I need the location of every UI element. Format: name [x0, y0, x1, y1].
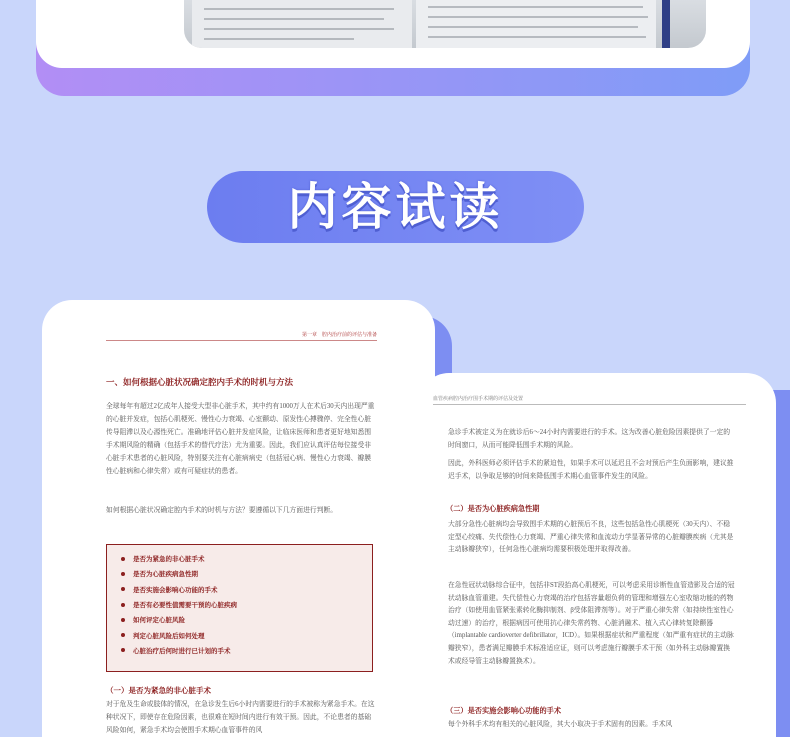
paragraph: 每个外科手术均有相关的心脏风险，其大小取决于手术固有的因素。手术风: [448, 721, 673, 728]
book-photo-text-line: [428, 6, 643, 8]
running-head: 第一章 腔内治疗前的评估与准备: [301, 333, 377, 338]
right-page: [419, 373, 776, 737]
paragraph: 大部分急性心脏病均会导致围手术期的心脏预后不良，这些包括急性心肌梗死（30天内）、不稳定型心绞痛、失代偿性心力衰竭、严重心律失常和血流动力学显著异常的心脏瓣膜疾病（尤其是主动脉瓣狭窄），任何急性心脏病均需要积极处理并取得改善。: [448, 521, 734, 554]
left-page: [42, 300, 435, 737]
checklist-item: 是否为紧急的非心脏手术: [121, 551, 358, 566]
paragraph: 急诊手术被定义为在就诊后6～24小时内需要进行的手术。这为改善心脏危险因素提供了一定的时间窗口，从而可能降低围手术期的风险。: [448, 429, 731, 449]
paragraph: 因此，外科医师必须评估手术的紧迫性，如果手术可以延迟且不会对预后产生负面影响，建议推迟手术，以争取足够的时间来降低围手术期心血管事件发生的风险。: [448, 460, 734, 480]
bullet-icon: [121, 587, 125, 591]
running-head-rule: [433, 404, 746, 405]
book-photo-text-line: [428, 26, 638, 28]
bullet-icon: [121, 603, 125, 607]
book-photo-text-line: [204, 18, 384, 20]
book-photo-text-line: [204, 8, 394, 10]
bullet-icon: [121, 618, 125, 622]
book-photo-text-line: [428, 36, 646, 38]
book-photo-text-line: [428, 16, 648, 18]
book-photo-text-line: [204, 28, 394, 30]
bullet-icon: [121, 557, 125, 561]
checklist-item: 是否实施会影响心功能的手术: [121, 582, 358, 597]
running-head: 血管疾病腔内治疗围手术期的评估及处置: [433, 397, 524, 402]
paragraph: 对于危及生命或肢体的情况，在急诊发生后6小时内需要进行的手术被称为紧急手术。在这种状况下，即使存在危险因素，也很难在短时间内进行有效干预。因此，不论患者的基础风险如何，紧急手术均会使围手术期心血管事件的风: [106, 701, 375, 734]
checklist-item: 心脏治疗后何时进行已计划的手术: [121, 643, 358, 658]
sub-heading: （一）是否为紧急的非心脏手术: [106, 686, 211, 695]
book-photo: [184, 0, 706, 48]
checklist-box: [106, 544, 373, 672]
bullet-icon: [121, 648, 125, 652]
running-head-rule: [106, 340, 377, 341]
sub-heading: （二）是否为心脏疾病急性期: [446, 505, 540, 513]
top-card: [36, 0, 750, 68]
section-heading: 一、如何根据心脏状况确定腔内手术的时机与方法: [106, 377, 294, 387]
book-photo-text-line: [204, 38, 354, 40]
checklist-item: 判定心脏风险后如何处理: [121, 627, 358, 642]
paragraph: 如何根据心脏状况确定腔内手术的时机与方法？要遵循以下几方面进行判断。: [106, 507, 338, 514]
title-pill: [207, 171, 584, 243]
checklist-item: 如何评定心脏风险: [121, 612, 358, 627]
paragraph: 全球每年有超过2亿成年人接受大型非心脏手术，其中约有1000万人在术后30天内出现严重的心脏并发症，包括心肌梗死、慢性心力衰竭、心室颤动、原发性心搏骤停、完全性心脏传导阻滞以及心源性死亡。准确地评估心脏并发症风险，让临床医师和患者更好地知悉围手术期风险的精确（包括手术的替代疗法）尤为重要。因此，我们应认真评估每位接受非心脏手术患者的心脏风险，特别要关注有心脏病病史（包括冠心病、慢性心力衰竭、瓣膜性心脏病和心律失常）或有可疑症状的患者。: [106, 403, 375, 475]
paragraph: 在急性冠状动脉综合征中，包括非ST段抬高心肌梗死，可以考虑采用诊断性血管造影及合适的冠状动脉血管重建。失代偿性心力衰竭的治疗包括容量超负荷的管理和增强左心室收缩功能的药物治疗（如使用血管紧张素转化酶抑制剂、β受体阻滞剂等）。对于严重心律失常（如持续性室性心动过速）的治疗，根据病因可使用抗心律失常药物、心脏消融术、植入式心律转复除颤器（implantable cardioverter defibrillator，ICD）。如果根据症状和严重程度（如严重有症状的主动脉瓣狭窄），患者满足瓣膜手术标准适应证，则可以考虑施行瓣膜手术干预（如外科主动脉瓣置换术或经导管主动脉瓣置换术）。: [448, 582, 735, 665]
book-photo-spine: [662, 0, 670, 48]
sub-heading: （三）是否实施会影响心功能的手术: [446, 707, 562, 715]
checklist-item: 是否有必要性值需要干预的心脏疾病: [121, 597, 358, 612]
checklist-item: 是否为心脏疾病急性期: [121, 566, 358, 581]
bullet-icon: [121, 572, 125, 576]
bullet-icon: [121, 633, 125, 637]
section-title: 内容试读: [287, 178, 504, 236]
